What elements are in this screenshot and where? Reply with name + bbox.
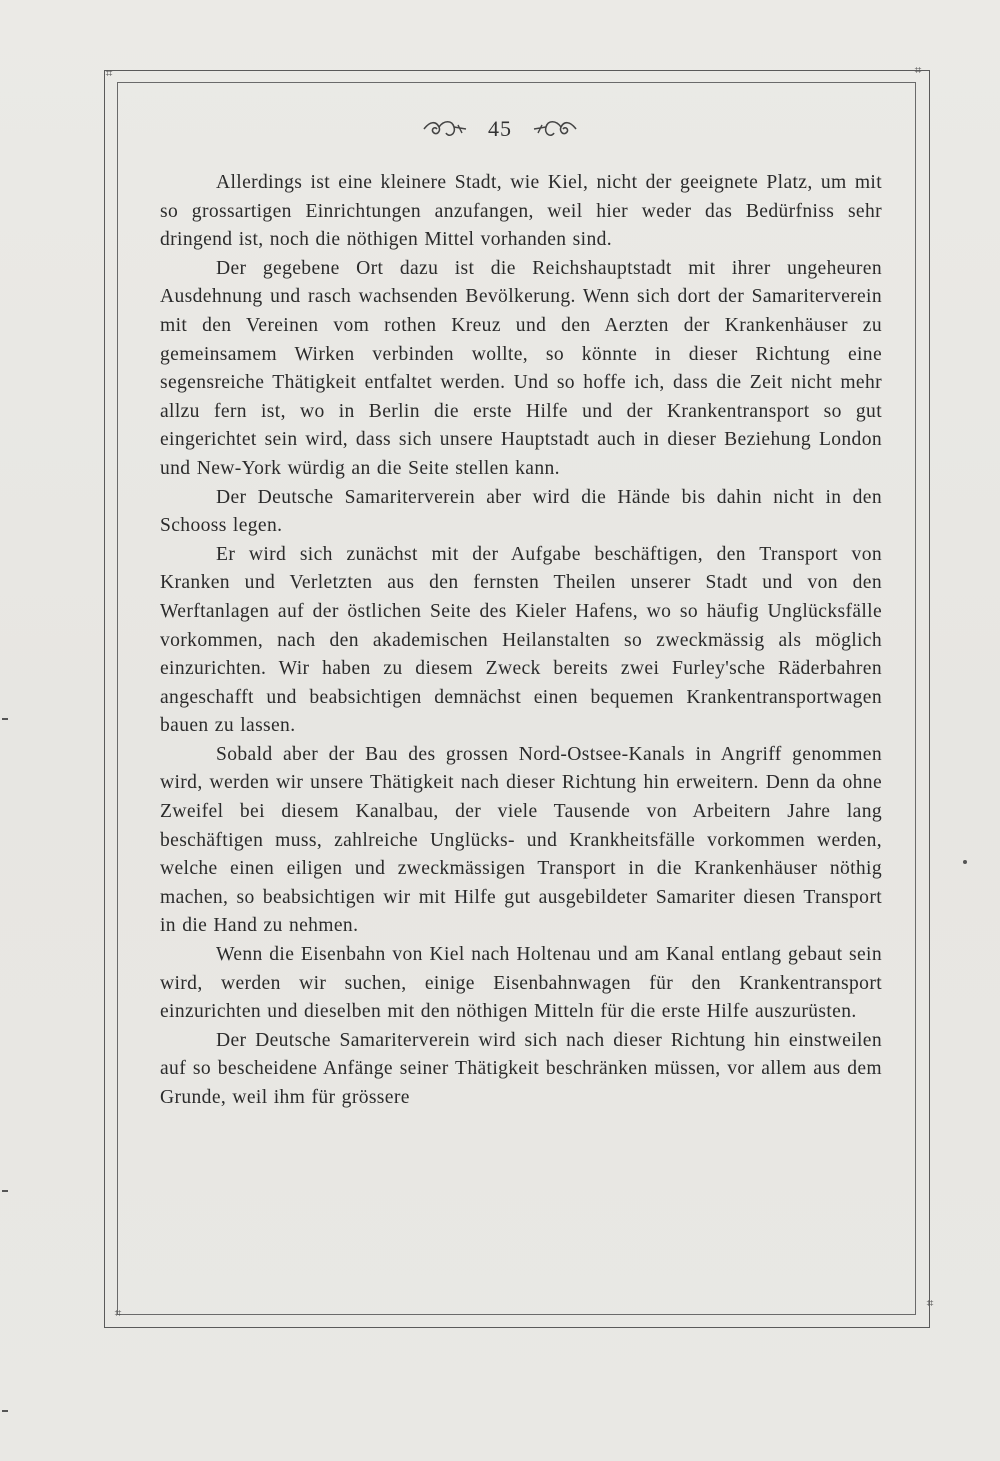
paragraph: Der gegebene Ort dazu ist die Reichshauptstadt mit ihrer ungeheuren Ausdehnung und rasch wachsenden Bevölkerung. Wenn sich dort der Samariterverein mit den Vereinen vom rothen Kreuz und den Aerzten der Krankenhäuser zu gemeinsamem Wirken verbinden wollte, so könnte in dieser Richtung eine segensreiche Thätigkeit entfaltet werden. Und so hoffe ich, dass die Zeit nicht mehr allzu fern ist, wo in Berlin die erste Hilfe und der Krankentransport so gut eingerichtet sein wird, dass sich unsere Hauptstadt auch in dieser Beziehung London und New-York würdig an die Seite stellen kann. [160,257,882,479]
paragraph: Er wird sich zunächst mit der Aufgabe beschäftigen, den Transport von Kranken und Verletzten aus den fernsten Theilen unserer Stadt und von den Werftanlagen auf der östlichen Seite des Kieler Hafens, wo so häufig Unglücksfälle vorkommen, nach den akademischen Heilanstalten so zweckmässig als möglich einzurichten. Wir haben zu diesem Zweck bereits zwei Furley'sche Räderbahren angeschafft und beabsichtigen demnächst einen bequemen Krankentransportwagen bauen zu lassen. [160,543,882,737]
scan-edge-mark [2,1190,8,1192]
scan-edge-mark [2,718,8,720]
paragraph: Der Deutsche Samariterverein wird sich nach dieser Richtung hin einstweilen auf so bescheidene Anfänge seiner Thätigkeit beschränken müssen, vor allem aus dem Grunde, weil ihm für grössere [160,1029,882,1108]
paragraph: Sobald aber der Bau des grossen Nord-Ostsee-Kanals in Angriff genommen wird, werden wir unsere Thätigkeit nach dieser Richtung hin erweitern. Denn da ohne Zweifel bei diesem Kanalbau, der viele Tausende von Arbeitern Jahre lang beschäftigen muss, zahlreiche Unglücks- und Krankheitsfälle vorkommen werden, welche einen eiligen und zweckmässigen Transport in die Krankenhäuser nöthig machen, so beabsichtigen wir mit Hilfe gut ausgebildeter Samariter diesen Transport in die Hand zu nehmen. [160,743,882,937]
corner-ornament-icon: ⌗ [114,1306,122,1320]
paragraph: Wenn die Eisenbahn von Kiel nach Holtenau und am Kanal entlang gebaut sein wird, werden wir suchen, einige Eisenbahnwagen für den Krankentransport einzurichten und dieselben mit den nöthigen Mitteln für die erste Hilfe auszurüsten. [160,944,882,1023]
page-header [0,116,1000,156]
scan-edge-mark [2,1410,8,1412]
scan-speck [963,860,967,864]
paragraph: Der Deutsche Samariterverein aber wird die Hände bis dahin nicht in den Schooss legen. [160,486,882,537]
right-ornament-icon [532,117,578,141]
page-number: 45 [488,116,512,141]
corner-ornament-icon: ⌗ [914,63,922,77]
corner-ornament-icon: ⌗ [105,66,113,80]
left-ornament-icon [422,117,468,141]
paragraph: Allerdings ist eine kleinere Stadt, wie Kiel, nicht der geeignete Platz, um mit so grossartigen Einrichtungen anzufangen, weil hier weder das Bedürfniss sehr dringend ist, noch die nöthigen Mittel vorhanden sind. [160,172,882,251]
corner-ornament-icon: ⌗ [926,1296,934,1310]
body-text [160,169,882,1113]
